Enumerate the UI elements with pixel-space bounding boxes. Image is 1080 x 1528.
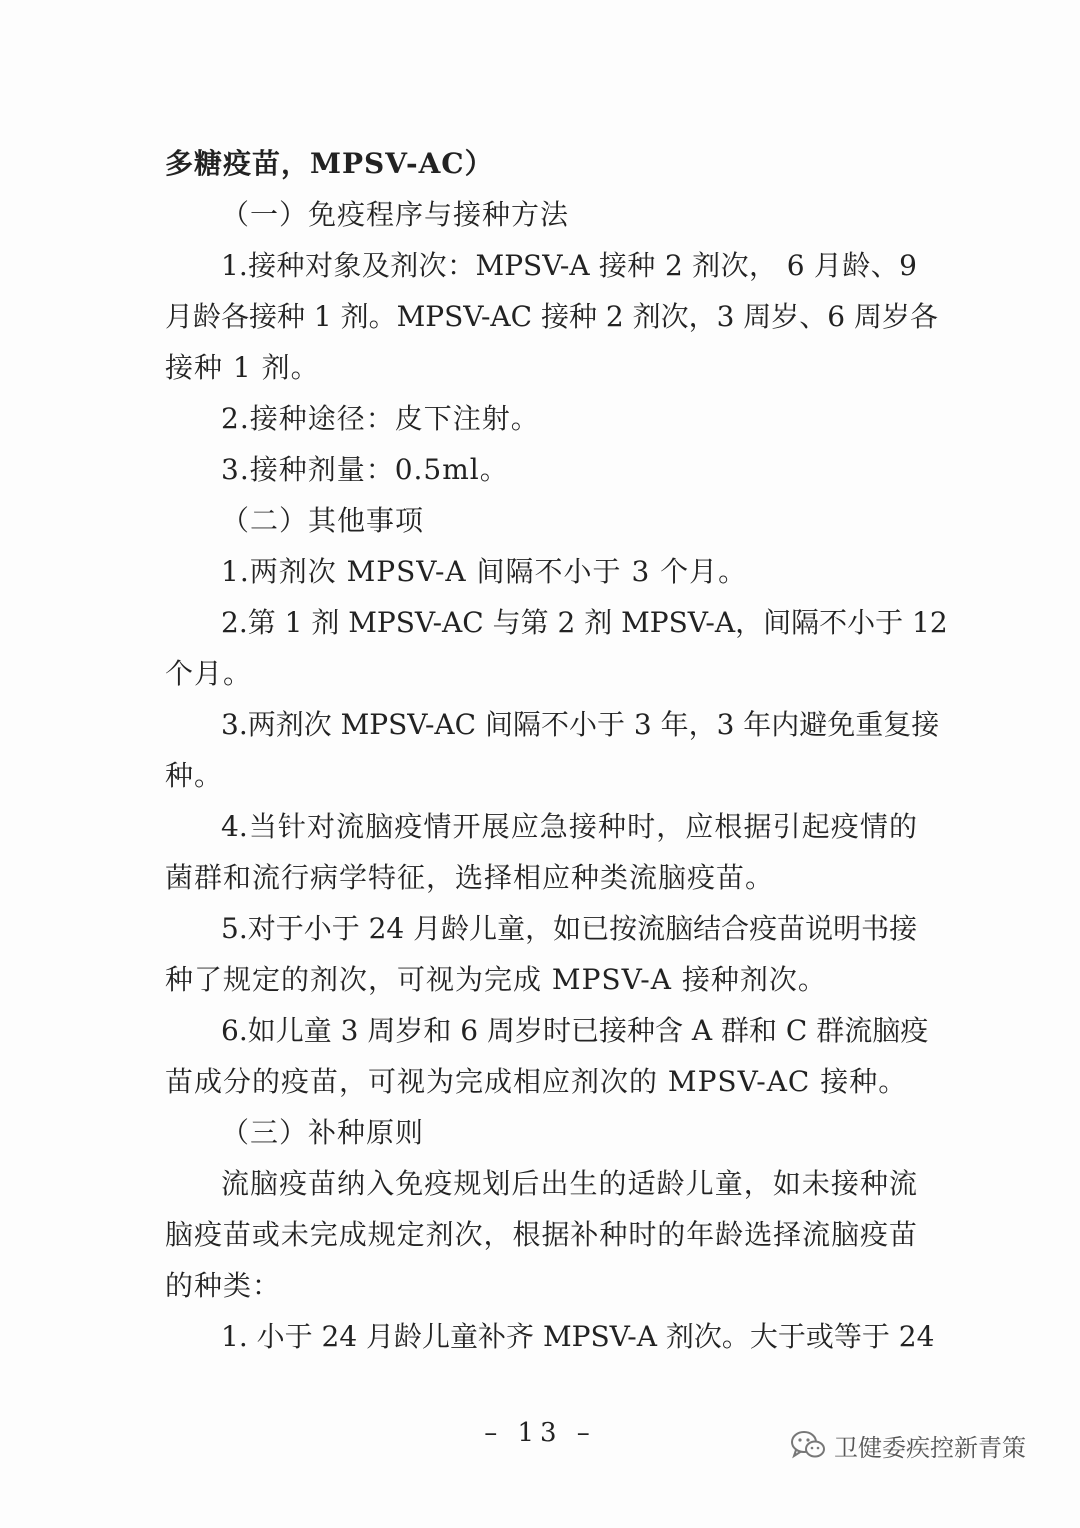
watermark [790,1425,1026,1465]
text-line: 2.接种途径：皮下注射。 [221,402,540,435]
text-line: 1.接种对象及剂次：MPSV-A 接种 2 剂次， 6 月龄、9 [221,249,917,282]
section-heading: （三）补种原则 [221,1116,425,1149]
text-line: 月龄各接种 1 剂。MPSV-AC 接种 2 剂次，3 周岁、6 周岁各 [165,300,939,333]
page-number: – 13 – [484,1418,596,1448]
text-line: 的种类： [165,1269,282,1302]
text-line: 脑疫苗或未完成规定剂次，根据补种时的年龄选择流脑疫苗 [165,1218,917,1251]
document-body [165,138,948,1362]
text-line: 种。 [165,759,224,792]
text-line: 1. 小于 24 月龄儿童补齐 MPSV-A 剂次。大于或等于 24 [221,1320,935,1353]
text-line: 3.两剂次 MPSV-AC 间隔不小于 3 年，3 年内避免重复接 [221,708,940,741]
section-heading: （二）其他事项 [221,504,425,537]
text-line: 2.第 1 剂 MPSV-AC 与第 2 剂 MPSV-A，间隔不小于 12 [221,606,948,639]
text-line: 多糖疫苗，MPSV-AC） [165,147,494,180]
text-line: 4.当针对流脑疫情开展应急接种时，应根据引起疫情的 [221,810,917,843]
text-line: 流脑疫苗纳入免疫规划后出生的适龄儿童，如未接种流 [221,1167,917,1200]
text-line: 3.接种剂量：0.5ml。 [221,453,509,486]
text-line: 个月。 [165,657,253,690]
text-line: 5.对于小于 24 月龄儿童，如已按流脑结合疫苗说明书接 [221,912,918,945]
text-line: 1.两剂次 MPSV-A 间隔不小于 3 个月。 [221,555,748,588]
text-line: 种了规定的剂次，可视为完成 MPSV-A 接种剂次。 [165,963,827,996]
text-line: 6.如儿童 3 周岁和 6 周岁时已接种含 A 群和 C 群流脑疫 [221,1014,929,1047]
text-line: 菌群和流行病学特征，选择相应种类流脑疫苗。 [165,861,775,894]
text-line: 苗成分的疫苗，可视为完成相应剂次的 MPSV-AC 接种。 [165,1065,908,1098]
text-line: 接种 1 剂。 [165,351,320,384]
section-heading: （一）免疫程序与接种方法 [221,198,570,231]
watermark-text: 卫健委疾控新青策 [834,1433,1026,1462]
wechat-icon [790,1429,826,1461]
